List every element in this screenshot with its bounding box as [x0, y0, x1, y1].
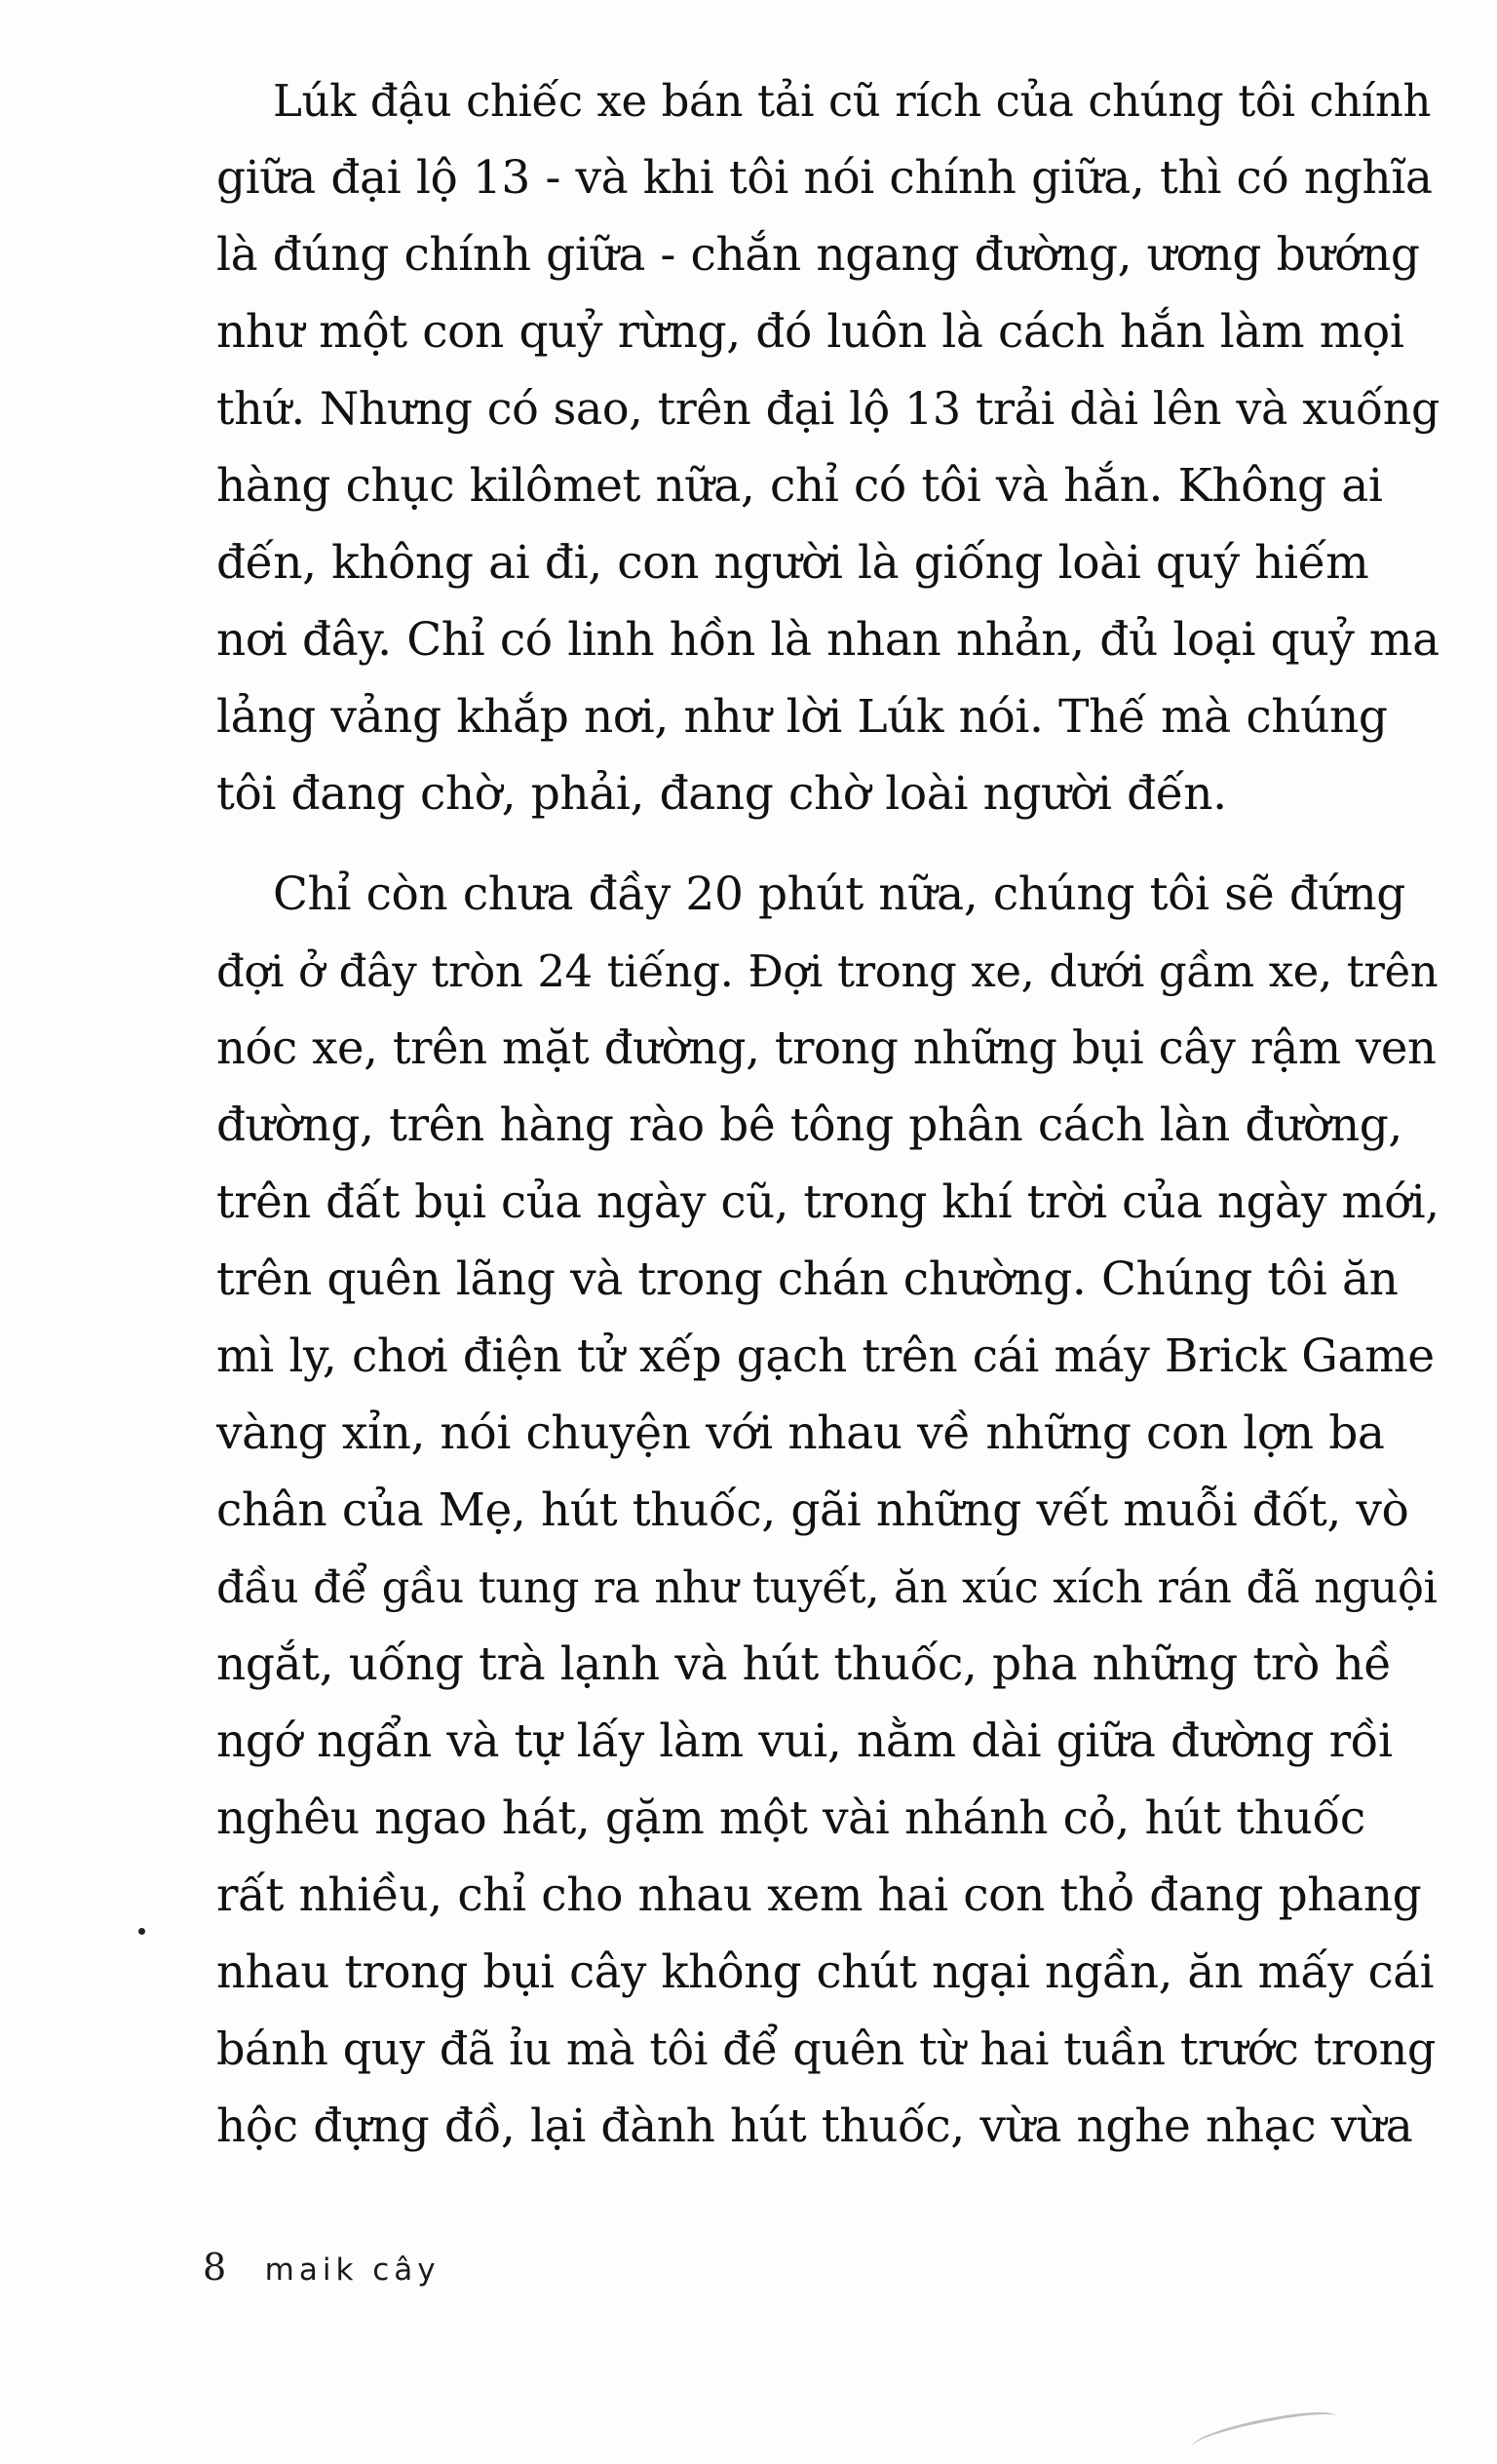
- text-line: đợi ở đây tròn 24 tiếng. Đợi trong xe, dưới gầm xe, trên: [216, 945, 1439, 997]
- text-line: rất nhiều, chỉ cho nhau xem hai con thỏ đang phang: [216, 1868, 1422, 1922]
- text-line: mì ly, chơi điện tử xếp gạch trên cái máy Brick Game: [216, 1329, 1435, 1383]
- text-line: hàng chục kilômet nữa, chỉ có tôi và hắn. Không ai: [216, 459, 1383, 513]
- text-line: bánh quy đã ỉu mà tôi để quên từ hai tuần trước trong: [216, 2022, 1436, 2075]
- text-line: nóc xe, trên mặt đường, trong những bụi cây rậm ven: [216, 1021, 1437, 1074]
- text-line: đầu để gầu tung ra như tuyết, ăn xúc xích rán đã nguội: [216, 1561, 1438, 1613]
- text-line: lảng vảng khắp nơi, như lời Lúk nói. Thế mà chúng: [216, 690, 1388, 744]
- margin-dot: [138, 1928, 145, 1935]
- page-footer: [203, 2248, 441, 2290]
- text-line: đến, không ai đi, con người là giống loài quý hiếm: [216, 536, 1369, 590]
- text-line: ngắt, uống trà lạnh và hút thuốc, pha những trò hề: [216, 1637, 1392, 1691]
- text-line: nơi đây. Chỉ có linh hồn là nhan nhản, đủ loại quỷ ma: [216, 613, 1439, 667]
- text-line: đường, trên hàng rào bê tông phân cách làn đường,: [216, 1098, 1402, 1152]
- page-number: 8: [203, 2246, 227, 2289]
- text-line: trên đất bụi của ngày cũ, trong khí trời của ngày mới,: [216, 1175, 1439, 1228]
- text-line: Lúk đậu chiếc xe bán tải cũ rích của chúng tôi chính: [273, 75, 1432, 127]
- running-title: maik cây: [264, 2252, 441, 2288]
- body-text: [216, 62, 1439, 2165]
- text-line: nhau trong bụi cây không chút ngại ngần, ăn mấy cái: [216, 1945, 1435, 1998]
- text-line: hộc đựng đồ, lại đành hút thuốc, vừa nghe nhạc vừa: [216, 2099, 1413, 2153]
- text-line: giữa đại lộ 13 - và khi tôi nói chính giữa, thì có nghĩa: [216, 151, 1433, 205]
- text-line: là đúng chính giữa - chắn ngang đường, ương bướng: [216, 228, 1420, 282]
- text-line: chân của Mẹ, hút thuốc, gãi những vết muỗi đốt, vò: [216, 1483, 1409, 1537]
- corner-smudge: [1190, 2406, 1338, 2456]
- text-line: nghêu ngao hát, gặm một vài nhánh cỏ, hút thuốc: [216, 1791, 1365, 1845]
- text-line: tôi đang chờ, phải, đang chờ loài người đến.: [216, 767, 1227, 821]
- text-line: như một con quỷ rừng, đó luôn là cách hắn làm mọi: [216, 305, 1404, 359]
- text-line: thứ. Nhưng có sao, trên đại lộ 13 trải dài lên và xuống: [216, 382, 1440, 435]
- paragraph-2: [216, 856, 1439, 2165]
- text-line: vàng xỉn, nói chuyện với nhau về những con lợn ba: [216, 1406, 1385, 1460]
- text-line: Chỉ còn chưa đầy 20 phút nữa, chúng tôi sẽ đứng: [273, 867, 1405, 921]
- text-line: trên quên lãng và trong chán chường. Chúng tôi ăn: [216, 1252, 1399, 1306]
- text-line: ngớ ngẩn và tự lấy làm vui, nằm dài giữa đường rồi: [216, 1714, 1393, 1768]
- paragraph-1: [216, 62, 1439, 832]
